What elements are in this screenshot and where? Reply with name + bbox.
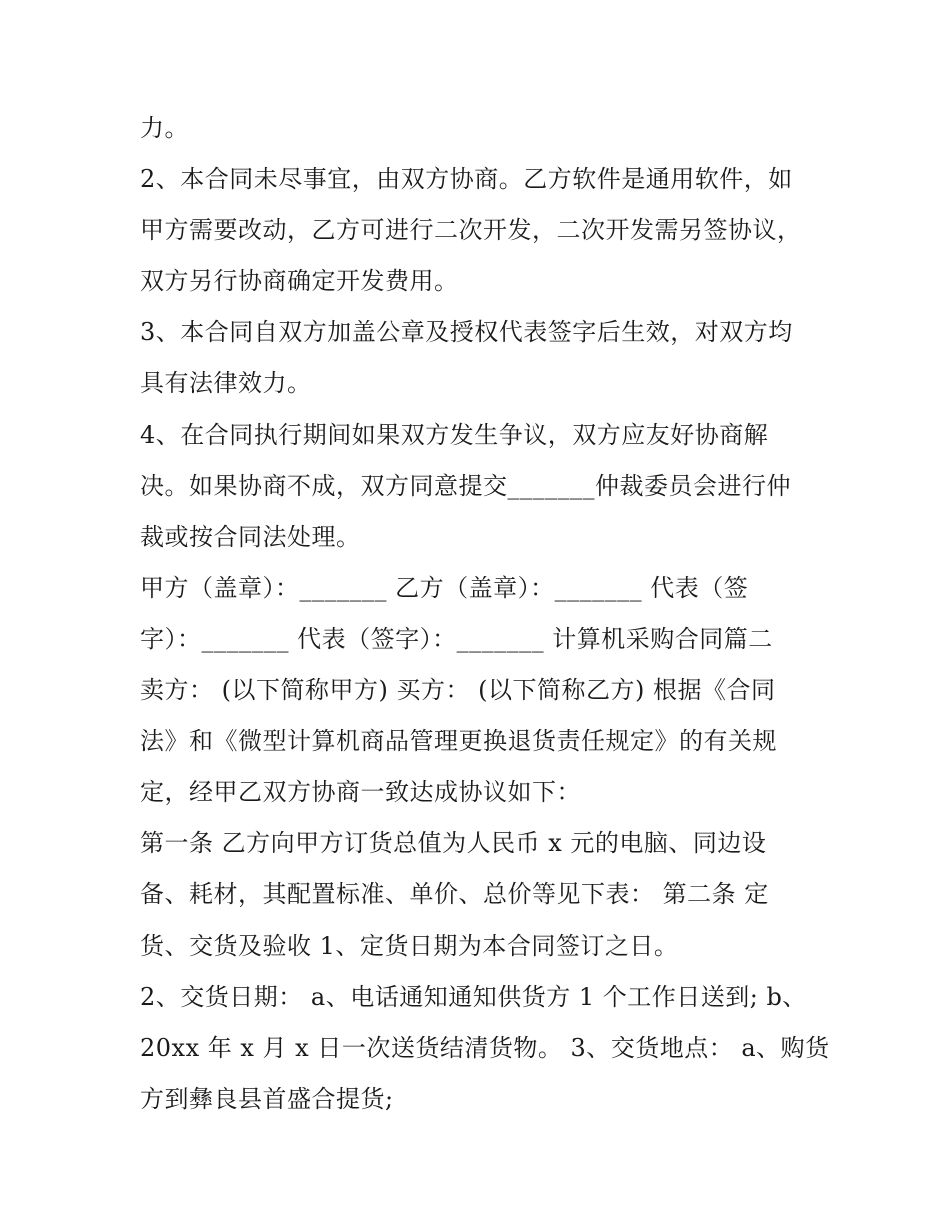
text-line: 20xx 年 x 月 x 日一次送货结清货物。 3、交货地点： a、购货 [140,1033,830,1062]
text-line: 字）：_______ 代表（签字）：_______ 计算机采购合同篇二 [140,624,773,653]
text-line: 决。如果协商不成，双方同意提交_______仲裁委员会进行仲 [140,471,791,500]
text-line: 第一条 乙方向甲方订货总值为人民币 x 元的电脑、同边设 [140,829,767,858]
text-line: 4、在合同执行期间如果双方发生争议，双方应友好协商解 [140,420,769,449]
text-line: 具有法律效力。 [140,369,312,398]
text-line: 定，经甲乙双方协商一致达成协议如下： [140,778,581,807]
text-line: 2、交货日期： a、电话通知通知供货方 1 个工作日送到; b、 [140,982,807,1011]
text-line: 备、耗材，其配置标准、单价、总价等见下表： 第二条 定 [140,880,769,909]
text-line: 3、本合同自双方加盖公章及授权代表签字后生效，对双方均 [140,318,793,347]
text-line: 卖方： (以下简称甲方) 买方： (以下简称乙方) 根据《合同 [140,676,776,705]
text-line: 力。 [140,114,189,142]
text-line: 甲方需要改动，乙方可进行二次开发，二次开发需另签协议， [140,216,802,245]
text-line: 方到彝良县首盛合提货; [140,1084,394,1113]
text-line: 裁或按合同法处理。 [140,522,361,551]
contract-text [140,103,830,1125]
text-line: 2、本合同未尽事宜，由双方协商。乙方软件是通用软件，如 [140,165,793,194]
text-line: 货、交货及验收 1、定货日期为本合同签订之日。 [140,931,679,960]
text-line: 甲方（盖章）：_______ 乙方（盖章）：_______ 代表（签 [140,573,749,602]
text-line: 法》和《微型计算机商品管理更换退货责任规定》的有关规 [140,727,777,756]
text-line: 双方另行协商确定开发费用。 [140,267,459,296]
